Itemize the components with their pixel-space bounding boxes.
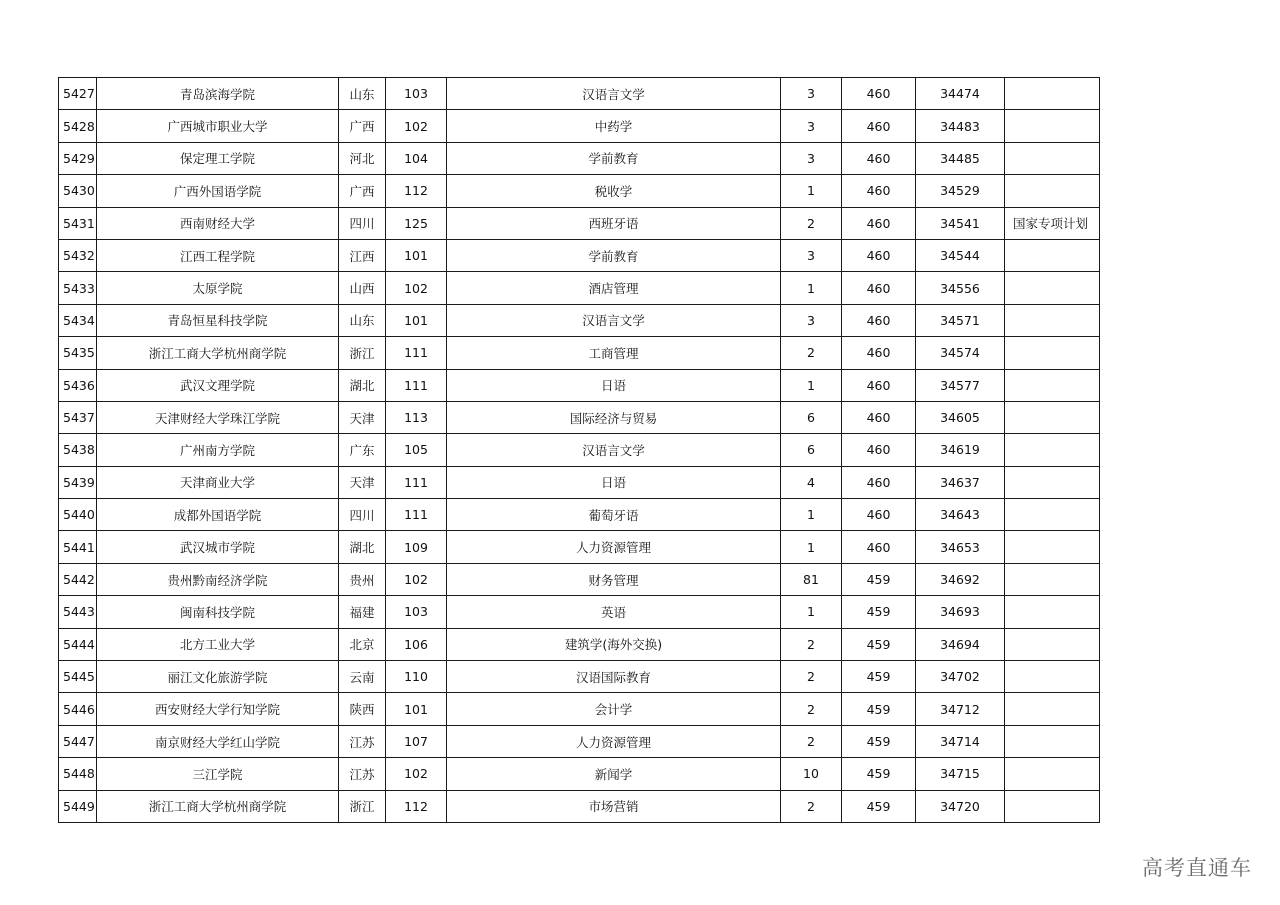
cell-row-number: 5435 — [59, 337, 97, 369]
cell-school-name: 成都外国语学院 — [97, 499, 339, 531]
cell-note — [1005, 401, 1100, 433]
cell-major-code: 105 — [386, 434, 447, 466]
cell-note — [1005, 369, 1100, 401]
cell-province: 广西 — [339, 110, 386, 142]
cell-plan-count: 1 — [781, 272, 842, 304]
cell-major-code: 101 — [386, 693, 447, 725]
cell-min-rank: 34544 — [916, 239, 1005, 271]
cell-min-score: 459 — [842, 693, 916, 725]
table-row — [59, 369, 1100, 401]
cell-plan-count: 4 — [781, 466, 842, 498]
cell-note — [1005, 434, 1100, 466]
cell-min-score: 460 — [842, 499, 916, 531]
cell-province: 江苏 — [339, 725, 386, 757]
cell-school-name: 武汉城市学院 — [97, 531, 339, 563]
table-row — [59, 239, 1100, 271]
cell-school-name: 闽南科技学院 — [97, 596, 339, 628]
cell-row-number: 5434 — [59, 304, 97, 336]
cell-major-code: 111 — [386, 369, 447, 401]
cell-school-name: 天津财经大学珠江学院 — [97, 401, 339, 433]
cell-school-name: 贵州黔南经济学院 — [97, 563, 339, 595]
cell-row-number: 5445 — [59, 661, 97, 693]
cell-school-name: 保定理工学院 — [97, 142, 339, 174]
cell-plan-count: 10 — [781, 758, 842, 790]
cell-min-score: 459 — [842, 790, 916, 822]
cell-plan-count: 2 — [781, 661, 842, 693]
cell-major-name: 税收学 — [447, 175, 781, 207]
cell-plan-count: 6 — [781, 434, 842, 466]
cell-province: 贵州 — [339, 563, 386, 595]
cell-major-code: 107 — [386, 725, 447, 757]
cell-major-code: 109 — [386, 531, 447, 563]
cell-major-code: 106 — [386, 628, 447, 660]
cell-min-rank: 34715 — [916, 758, 1005, 790]
cell-min-rank: 34474 — [916, 78, 1005, 110]
cell-min-rank: 34694 — [916, 628, 1005, 660]
cell-row-number: 5447 — [59, 725, 97, 757]
cell-province: 广东 — [339, 434, 386, 466]
cell-note — [1005, 531, 1100, 563]
cell-province: 湖北 — [339, 531, 386, 563]
cell-school-name: 浙江工商大学杭州商学院 — [97, 790, 339, 822]
cell-note — [1005, 758, 1100, 790]
cell-min-score: 459 — [842, 661, 916, 693]
cell-min-score: 460 — [842, 142, 916, 174]
cell-major-code: 111 — [386, 499, 447, 531]
cell-province: 山东 — [339, 78, 386, 110]
cell-note — [1005, 466, 1100, 498]
cell-major-name: 汉语言文学 — [447, 78, 781, 110]
cell-major-code: 102 — [386, 563, 447, 595]
table-row — [59, 142, 1100, 174]
table-row — [59, 563, 1100, 595]
cell-row-number: 5430 — [59, 175, 97, 207]
cell-major-name: 学前教育 — [447, 142, 781, 174]
cell-row-number: 5432 — [59, 239, 97, 271]
cell-school-name: 太原学院 — [97, 272, 339, 304]
cell-plan-count: 1 — [781, 175, 842, 207]
cell-major-name: 酒店管理 — [447, 272, 781, 304]
cell-min-score: 459 — [842, 563, 916, 595]
cell-province: 浙江 — [339, 790, 386, 822]
cell-school-name: 广西城市职业大学 — [97, 110, 339, 142]
cell-major-code: 110 — [386, 661, 447, 693]
cell-row-number: 5448 — [59, 758, 97, 790]
cell-min-score: 460 — [842, 207, 916, 239]
cell-min-rank: 34529 — [916, 175, 1005, 207]
cell-plan-count: 2 — [781, 790, 842, 822]
cell-min-score: 460 — [842, 401, 916, 433]
cell-school-name: 武汉文理学院 — [97, 369, 339, 401]
cell-major-code: 112 — [386, 790, 447, 822]
cell-major-name: 西班牙语 — [447, 207, 781, 239]
cell-row-number: 5442 — [59, 563, 97, 595]
table-row — [59, 434, 1100, 466]
cell-note — [1005, 693, 1100, 725]
cell-major-code: 104 — [386, 142, 447, 174]
watermark: 高考直通车 — [1142, 856, 1252, 880]
cell-note — [1005, 563, 1100, 595]
cell-plan-count: 3 — [781, 304, 842, 336]
cell-note — [1005, 304, 1100, 336]
cell-note — [1005, 272, 1100, 304]
cell-min-rank: 34714 — [916, 725, 1005, 757]
cell-min-rank: 34720 — [916, 790, 1005, 822]
cell-plan-count: 1 — [781, 369, 842, 401]
cell-major-name: 新闻学 — [447, 758, 781, 790]
table-row — [59, 78, 1100, 110]
cell-note — [1005, 628, 1100, 660]
cell-major-code: 102 — [386, 272, 447, 304]
cell-major-name: 工商管理 — [447, 337, 781, 369]
cell-school-name: 天津商业大学 — [97, 466, 339, 498]
cell-note — [1005, 239, 1100, 271]
table-row — [59, 175, 1100, 207]
cell-province: 北京 — [339, 628, 386, 660]
cell-min-score: 460 — [842, 466, 916, 498]
cell-row-number: 5433 — [59, 272, 97, 304]
cell-min-rank: 34643 — [916, 499, 1005, 531]
cell-row-number: 5428 — [59, 110, 97, 142]
cell-major-name: 财务管理 — [447, 563, 781, 595]
cell-major-name: 日语 — [447, 369, 781, 401]
table-row — [59, 596, 1100, 628]
cell-province: 江西 — [339, 239, 386, 271]
cell-school-name: 西南财经大学 — [97, 207, 339, 239]
cell-province: 福建 — [339, 596, 386, 628]
cell-min-score: 459 — [842, 725, 916, 757]
cell-note — [1005, 499, 1100, 531]
table-row — [59, 725, 1100, 757]
cell-province: 四川 — [339, 499, 386, 531]
table-row — [59, 499, 1100, 531]
table-row — [59, 110, 1100, 142]
cell-note — [1005, 142, 1100, 174]
cell-major-code: 113 — [386, 401, 447, 433]
cell-plan-count: 3 — [781, 239, 842, 271]
cell-plan-count: 3 — [781, 142, 842, 174]
cell-major-code: 103 — [386, 596, 447, 628]
cell-min-score: 460 — [842, 78, 916, 110]
cell-major-code: 101 — [386, 304, 447, 336]
table-row — [59, 207, 1100, 239]
cell-province: 山东 — [339, 304, 386, 336]
cell-min-rank: 34577 — [916, 369, 1005, 401]
table-row — [59, 272, 1100, 304]
cell-min-score: 460 — [842, 239, 916, 271]
cell-min-rank: 34556 — [916, 272, 1005, 304]
cell-note: 国家专项计划 — [1005, 207, 1100, 239]
cell-major-code: 103 — [386, 78, 447, 110]
cell-major-name: 人力资源管理 — [447, 531, 781, 563]
cell-major-name: 会计学 — [447, 693, 781, 725]
table-row — [59, 693, 1100, 725]
cell-min-score: 460 — [842, 110, 916, 142]
cell-min-rank: 34692 — [916, 563, 1005, 595]
cell-note — [1005, 661, 1100, 693]
cell-min-rank: 34702 — [916, 661, 1005, 693]
table-row — [59, 531, 1100, 563]
cell-province: 云南 — [339, 661, 386, 693]
cell-note — [1005, 596, 1100, 628]
cell-plan-count: 3 — [781, 78, 842, 110]
cell-province: 天津 — [339, 466, 386, 498]
cell-major-code: 125 — [386, 207, 447, 239]
cell-min-rank: 34693 — [916, 596, 1005, 628]
cell-major-name: 汉语言文学 — [447, 434, 781, 466]
cell-province: 浙江 — [339, 337, 386, 369]
cell-row-number: 5449 — [59, 790, 97, 822]
cell-major-name: 汉语言文学 — [447, 304, 781, 336]
cell-min-rank: 34605 — [916, 401, 1005, 433]
cell-min-rank: 34653 — [916, 531, 1005, 563]
cell-row-number: 5440 — [59, 499, 97, 531]
cell-min-score: 460 — [842, 272, 916, 304]
table-row — [59, 304, 1100, 336]
cell-min-rank: 34574 — [916, 337, 1005, 369]
cell-province: 广西 — [339, 175, 386, 207]
cell-province: 湖北 — [339, 369, 386, 401]
cell-note — [1005, 725, 1100, 757]
cell-major-name: 英语 — [447, 596, 781, 628]
cell-plan-count: 1 — [781, 596, 842, 628]
table-row — [59, 758, 1100, 790]
cell-major-name: 建筑学(海外交换) — [447, 628, 781, 660]
cell-major-name: 人力资源管理 — [447, 725, 781, 757]
cell-row-number: 5436 — [59, 369, 97, 401]
cell-major-name: 学前教育 — [447, 239, 781, 271]
cell-min-score: 460 — [842, 434, 916, 466]
cell-min-score: 460 — [842, 369, 916, 401]
cell-row-number: 5437 — [59, 401, 97, 433]
cell-note — [1005, 110, 1100, 142]
table-row — [59, 628, 1100, 660]
cell-plan-count: 2 — [781, 337, 842, 369]
cell-school-name: 江西工程学院 — [97, 239, 339, 271]
cell-province: 山西 — [339, 272, 386, 304]
cell-major-name: 中药学 — [447, 110, 781, 142]
cell-major-name: 葡萄牙语 — [447, 499, 781, 531]
cell-major-code: 111 — [386, 337, 447, 369]
cell-row-number: 5446 — [59, 693, 97, 725]
cell-note — [1005, 790, 1100, 822]
cell-major-code: 102 — [386, 758, 447, 790]
cell-school-name: 青岛恒星科技学院 — [97, 304, 339, 336]
cell-plan-count: 6 — [781, 401, 842, 433]
cell-min-rank: 34483 — [916, 110, 1005, 142]
cell-row-number: 5441 — [59, 531, 97, 563]
cell-province: 江苏 — [339, 758, 386, 790]
cell-major-name: 汉语国际教育 — [447, 661, 781, 693]
cell-min-score: 459 — [842, 628, 916, 660]
cell-plan-count: 3 — [781, 110, 842, 142]
cell-note — [1005, 175, 1100, 207]
cell-row-number: 5429 — [59, 142, 97, 174]
table-row — [59, 337, 1100, 369]
table-row — [59, 466, 1100, 498]
cell-min-score: 460 — [842, 531, 916, 563]
cell-major-code: 111 — [386, 466, 447, 498]
cell-plan-count: 2 — [781, 725, 842, 757]
cell-row-number: 5431 — [59, 207, 97, 239]
cell-plan-count: 1 — [781, 531, 842, 563]
cell-min-rank: 34485 — [916, 142, 1005, 174]
cell-min-score: 460 — [842, 337, 916, 369]
cell-min-rank: 34619 — [916, 434, 1005, 466]
cell-note — [1005, 337, 1100, 369]
cell-min-score: 460 — [842, 175, 916, 207]
table-body — [59, 78, 1100, 823]
cell-row-number: 5444 — [59, 628, 97, 660]
cell-note — [1005, 78, 1100, 110]
cell-major-name: 市场营销 — [447, 790, 781, 822]
cell-major-name: 国际经济与贸易 — [447, 401, 781, 433]
cell-province: 四川 — [339, 207, 386, 239]
cell-major-name: 日语 — [447, 466, 781, 498]
cell-major-code: 112 — [386, 175, 447, 207]
cell-row-number: 5443 — [59, 596, 97, 628]
cell-row-number: 5438 — [59, 434, 97, 466]
cell-min-rank: 34712 — [916, 693, 1005, 725]
admissions-table — [58, 77, 1100, 823]
cell-province: 河北 — [339, 142, 386, 174]
cell-min-rank: 34541 — [916, 207, 1005, 239]
cell-plan-count: 2 — [781, 628, 842, 660]
cell-school-name: 西安财经大学行知学院 — [97, 693, 339, 725]
cell-plan-count: 1 — [781, 499, 842, 531]
cell-major-code: 101 — [386, 239, 447, 271]
cell-major-code: 102 — [386, 110, 447, 142]
cell-min-score: 460 — [842, 304, 916, 336]
cell-plan-count: 81 — [781, 563, 842, 595]
cell-school-name: 广州南方学院 — [97, 434, 339, 466]
cell-province: 陕西 — [339, 693, 386, 725]
cell-min-score: 459 — [842, 596, 916, 628]
cell-plan-count: 2 — [781, 207, 842, 239]
cell-min-rank: 34637 — [916, 466, 1005, 498]
cell-row-number: 5439 — [59, 466, 97, 498]
cell-school-name: 丽江文化旅游学院 — [97, 661, 339, 693]
cell-min-score: 459 — [842, 758, 916, 790]
cell-school-name: 青岛滨海学院 — [97, 78, 339, 110]
table-row — [59, 661, 1100, 693]
cell-row-number: 5427 — [59, 78, 97, 110]
cell-school-name: 北方工业大学 — [97, 628, 339, 660]
table-row — [59, 790, 1100, 822]
cell-school-name: 三江学院 — [97, 758, 339, 790]
cell-school-name: 南京财经大学红山学院 — [97, 725, 339, 757]
cell-plan-count: 2 — [781, 693, 842, 725]
cell-min-rank: 34571 — [916, 304, 1005, 336]
cell-province: 天津 — [339, 401, 386, 433]
table-row — [59, 401, 1100, 433]
cell-school-name: 浙江工商大学杭州商学院 — [97, 337, 339, 369]
cell-school-name: 广西外国语学院 — [97, 175, 339, 207]
